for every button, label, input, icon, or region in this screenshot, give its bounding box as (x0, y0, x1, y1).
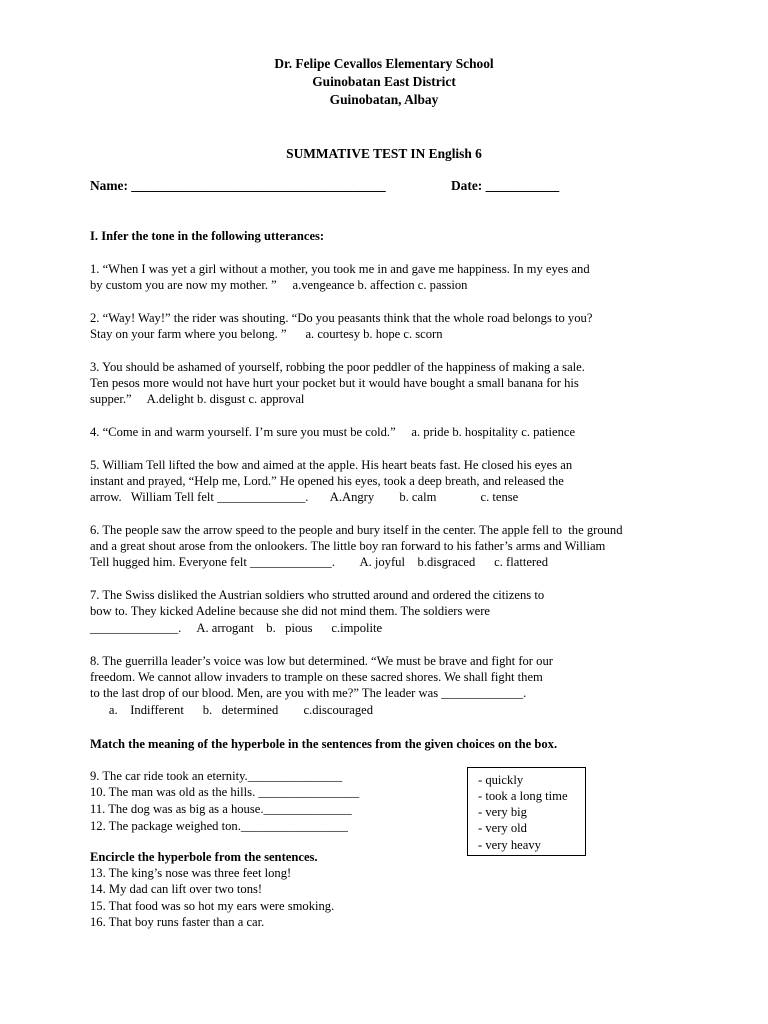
district-name: Guinobatan East District (312, 74, 456, 89)
question-7-line-3: ______________. A. arrogant b. pious c.impolite (90, 621, 383, 635)
question-8-line-4: a. Indifferent b. determined c.discouraged (90, 703, 374, 717)
question-2-line-1: 2. “Way! Way!” the rider was shouting. “Do you peasants think that the whole road belongs to you? (90, 311, 593, 325)
school-name: Dr. Felipe Cevallos Elementary School (274, 56, 494, 71)
encircle-item-13: 13. The king’s nose was three feet long! (90, 866, 292, 880)
choices-box (467, 767, 586, 856)
match-item-10: 10. The man was old as the hills. ________________ (90, 785, 360, 799)
name-field: Name: ______________________________________ (90, 178, 386, 193)
match-item-12: 12. The package weighed ton._________________ (90, 819, 348, 833)
choice-item: - very big (478, 805, 527, 819)
choice-item: - very old (478, 821, 527, 835)
question-6-line-3: Tell hugged him. Everyone felt _____________. A. joyful b.disgraced c. flattered (90, 555, 548, 569)
question-6-line-2: and a great shout arose from the onlookers. The little boy ran forward to his father’s arms and William (90, 539, 606, 553)
encircle-item-15: 15. That food was so hot my ears were smoking. (90, 899, 335, 913)
question-3-line-2: Ten pesos more would not have hurt your pocket but it would have bought a small banana for his (90, 376, 579, 390)
encircle-item-14: 14. My dad can lift over two tons! (90, 882, 263, 896)
choice-item: - quickly (478, 773, 524, 787)
question-3-line-1: 3. You should be ashamed of yourself, robbing the poor peddler of the happiness of making a sale. (90, 360, 585, 374)
choice-item: - very heavy (478, 838, 541, 852)
choice-item: - took a long time (478, 789, 568, 803)
question-8-line-3: to the last drop of our blood. Men, are you with me?” The leader was _____________. (90, 686, 527, 700)
date-field: Date: ___________ (451, 178, 560, 193)
question-2-line-2: Stay on your farm where you belong. ” a. courtesy b. hope c. scorn (90, 327, 443, 341)
encircle-item-16: 16. That boy runs faster than a car. (90, 915, 265, 929)
test-title: SUMMATIVE TEST IN English 6 (286, 146, 482, 161)
question-1-line-1: 1. “When I was yet a girl without a mother, you took me in and gave me happiness. In my eyes and (90, 262, 590, 276)
question-1-line-2: by custom you are now my mother. ” a.vengeance b. affection c. passion (90, 278, 468, 292)
question-5-line-1: 5. William Tell lifted the bow and aimed at the apple. His heart beats fast. He closed his eyes an (90, 458, 573, 472)
question-7-line-2: bow to. They kicked Adeline because she did not mind them. The soldiers were (90, 604, 490, 618)
match-item-9: 9. The car ride took an eternity._______________ (90, 769, 343, 783)
question-6-line-1: 6. The people saw the arrow speed to the people and bury itself in the center. The apple fell to the ground (90, 523, 623, 537)
question-8-line-2: freedom. We cannot allow invaders to trample on these sacred shores. We shall fight them (90, 670, 543, 684)
question-5-line-3: arrow. William Tell felt ______________. A.Angry b. calm c. tense (90, 490, 519, 504)
part2-heading: Match the meaning of the hyperbole in the sentences from the given choices on the box. (90, 737, 558, 751)
question-3-line-3: supper.” A.delight b. disgust c. approval (90, 392, 305, 406)
part1-heading: I. Infer the tone in the following utterances: (90, 229, 325, 243)
match-item-11: 11. The dog was as big as a house.______________ (90, 802, 352, 816)
school-location: Guinobatan, Albay (329, 92, 439, 107)
question-5-line-2: instant and prayed, “Help me, Lord.” He opened his eyes, took a deep breath, and released the (90, 474, 564, 488)
question-8-line-1: 8. The guerrilla leader’s voice was low but determined. “We must be brave and fight for our (90, 654, 553, 668)
question-7-line-1: 7. The Swiss disliked the Austrian soldiers who strutted around and ordered the citizens to (90, 588, 545, 602)
part3-heading: Encircle the hyperbole from the sentences. (90, 850, 318, 864)
question-4-line-1: 4. “Come in and warm yourself. I’m sure you must be cold.” a. pride b. hospitality c. patience (90, 425, 576, 439)
